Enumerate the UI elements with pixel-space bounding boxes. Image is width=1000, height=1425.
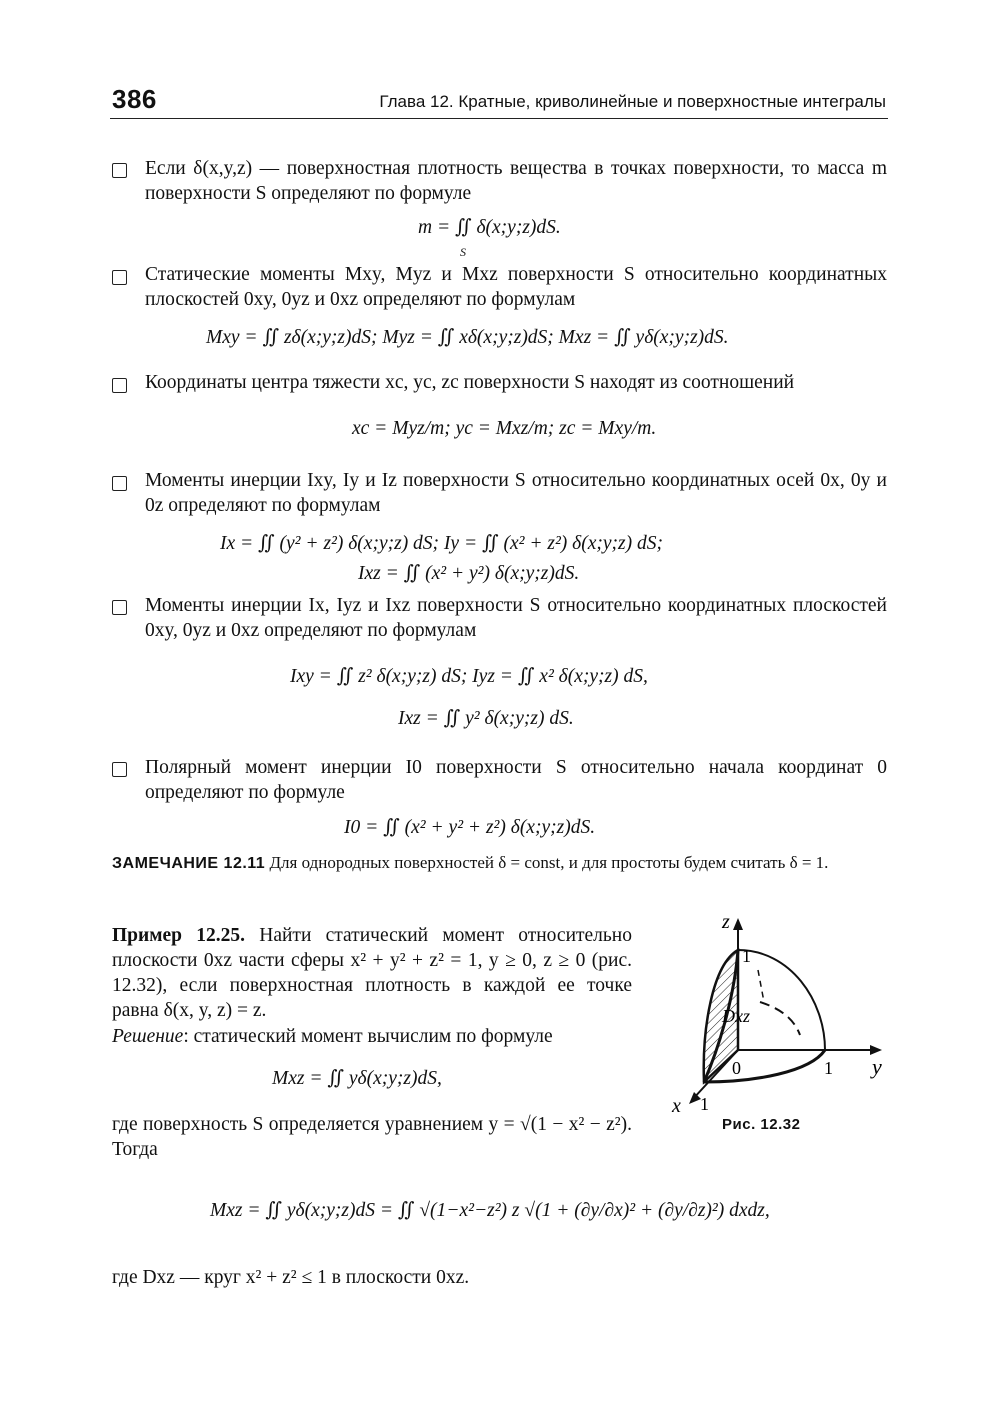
bullet-checkbox-icon bbox=[112, 378, 127, 393]
z-arrow-icon bbox=[733, 918, 743, 930]
page-number: 386 bbox=[112, 84, 157, 114]
note-label: ЗАМЕЧАНИЕ 12.11 bbox=[112, 855, 266, 872]
paragraph-polar-moment: Полярный момент инерции I0 поверхности S относительно начала координат 0 определяют по формуле bbox=[145, 757, 887, 803]
formula-mass: m = ∬ δ(x;y;z)dS. bbox=[418, 217, 561, 238]
bullet-checkbox-icon bbox=[112, 476, 127, 491]
label-origin: 0 bbox=[732, 1058, 741, 1078]
bullet-checkbox-icon bbox=[112, 163, 127, 178]
bullet-checkbox-icon bbox=[112, 600, 127, 615]
bullet-checkbox-icon bbox=[112, 270, 127, 285]
label-x-tick: 1 bbox=[700, 1094, 709, 1114]
running-title: Глава 12. Кратные, криволинейные и поверхностные интегралы bbox=[379, 92, 886, 111]
formula-final: Mxz = ∬ yδ(x;y;z)dS = ∬ √(1−x²−z²) z √(1 + (∂y/∂x)² + (∂y/∂z)²) dxdz, bbox=[210, 1200, 770, 1221]
paragraph-center-of-mass: Координаты центра тяжести xc, yc, zc поверхности S находят из соотношений bbox=[145, 372, 795, 393]
sphere-arc-top bbox=[738, 950, 825, 1050]
formula-example: Mxz = ∬ yδ(x;y;z)dS, bbox=[272, 1068, 442, 1089]
solution-text: : статический момент вычислим по формуле bbox=[183, 1026, 553, 1047]
formula-polar-moment: I0 = ∬ (x² + y² + z²) δ(x;y;z)dS. bbox=[344, 817, 596, 838]
dashed-arrow bbox=[758, 970, 764, 1002]
paragraph-mass: Если δ(x,y,z) — поверхностная плотность вещества в точках поверхности, то масса m поверхности S определяют по формуле bbox=[145, 158, 887, 204]
formula-center-of-mass: xc = Myz/m; yc = Mxz/m; zc = Mxy/m. bbox=[352, 418, 657, 439]
surface-definition: где поверхность S определяется уравнением y = √(1 − x² − z²). Тогда bbox=[112, 1114, 632, 1160]
sphere-figure bbox=[660, 910, 900, 1115]
paragraph-inertia-axes: Моменты инерции Ixy, Iy и Iz поверхности S относительно координатных осей 0x, 0y и 0z определяют по формулам bbox=[145, 470, 887, 516]
solution-line bbox=[112, 1024, 632, 1049]
example-title: Пример 12.25. bbox=[112, 925, 246, 946]
paragraph-static-moments: Статические моменты Mxy, Myz и Mxz поверхности S относительно координатных плоскостей 0xy, 0yz и 0xz определяют по формулам bbox=[145, 264, 887, 310]
integral-subscript: S bbox=[460, 245, 466, 259]
formula-inertia-axes-2: Ixz = ∬ (x² + y²) δ(x;y;z)dS. bbox=[358, 563, 580, 584]
note-text: Для однородных поверхностей δ = const, и для простоты будем считать δ = 1. bbox=[269, 853, 829, 872]
closing-line: где Dxz — круг x² + z² ≤ 1 в плоскости 0xz. bbox=[112, 1267, 470, 1288]
label-z: z bbox=[722, 911, 730, 933]
formula-static-moments: Mxy = ∬ zδ(x;y;z)dS; Myz = ∬ xδ(x;y;z)dS; Mxz = ∬ yδ(x;y;z)dS. bbox=[206, 327, 729, 348]
dashed-curve bbox=[760, 1002, 800, 1035]
note-block bbox=[112, 852, 887, 875]
formula-inertia-planes-1: Ixy = ∬ z² δ(x;y;z) dS; Iyz = ∬ x² δ(x;y;z) dS, bbox=[290, 666, 648, 687]
formula-inertia-axes-1: Ix = ∬ (y² + z²) δ(x;y;z) dS; Iy = ∬ (x² + z²) δ(x;y;z) dS; bbox=[220, 533, 663, 554]
solution-label: Решение bbox=[112, 1026, 184, 1047]
label-y: y bbox=[872, 1054, 882, 1079]
label-y-tick: 1 bbox=[824, 1058, 833, 1078]
bullet-checkbox-icon bbox=[112, 762, 127, 777]
example-text: Найти статический момент относительно плоскости 0xz части сферы x² + y² + z² = 1, y ≥ 0, z ≥ 0 (рис. 12.32), если поверхностная плотность в каждой ее точке равна δ(x, y, z) = z. bbox=[112, 925, 632, 1021]
formula-inertia-planes-2: Ixz = ∬ y² δ(x;y;z) dS. bbox=[398, 708, 574, 729]
header-rule bbox=[110, 118, 888, 119]
label-z-tick: 1 bbox=[742, 946, 751, 966]
paragraph-inertia-planes: Моменты инерции Ix, Iyz и Ixz поверхности S относительно координатных плоскостей 0xy, 0yz и 0xz определяют по формулам bbox=[145, 595, 887, 641]
label-x: x bbox=[672, 1095, 681, 1115]
example-statement bbox=[112, 923, 632, 1023]
label-region: Dxz bbox=[722, 1006, 750, 1026]
figure-caption: Рис. 12.32 bbox=[722, 1116, 801, 1133]
